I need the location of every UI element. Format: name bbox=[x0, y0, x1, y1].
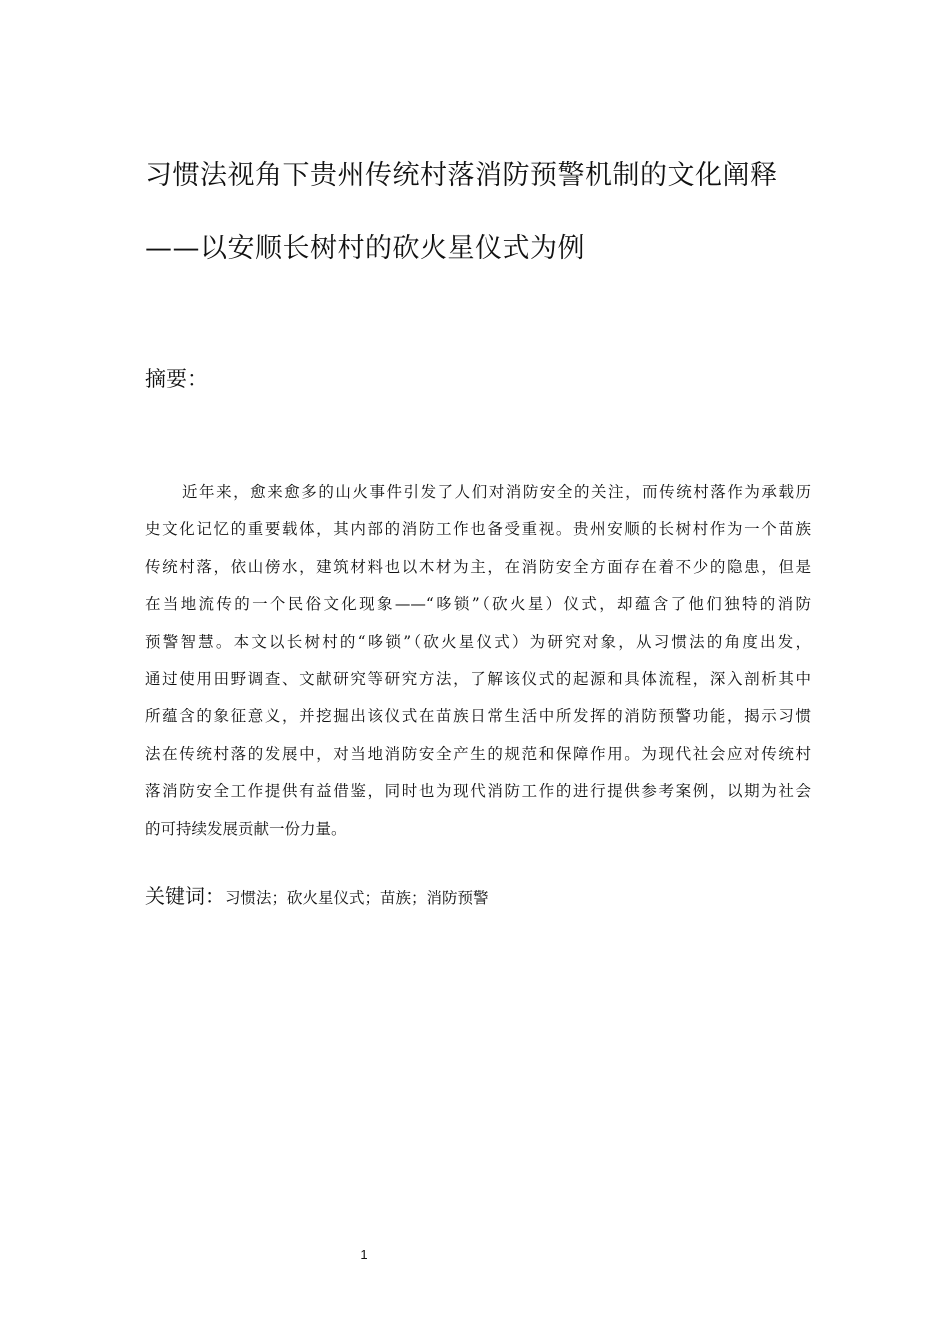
abstract-body bbox=[145, 474, 811, 848]
keywords-values: 习惯法；砍火星仪式；苗族；消防预警 bbox=[225, 889, 489, 907]
keywords bbox=[145, 881, 489, 914]
abstract-line: 的可持续发展贡献一份力量。 bbox=[145, 819, 347, 838]
abstract-line: 预警智慧。本文以长树村的“哆锁”（砍火星仪式）为研究对象，从习惯法的角度出发， bbox=[145, 632, 811, 651]
abstract-line: 传统村落，依山傍水，建筑材料也以木材为主，在消防安全方面存在着不少的隐患，但是 bbox=[145, 557, 811, 576]
abstract-line: 通过使用田野调查、文献研究等研究方法，了解该仪式的起源和具体流程，深入剖析其中 bbox=[145, 669, 811, 688]
page-number: 1 bbox=[360, 1247, 368, 1262]
abstract-line: 落消防安全工作提供有益借鉴，同时也为现代消防工作的进行提供参考案例，以期为社会 bbox=[145, 782, 811, 801]
abstract-line: 在当地流传的一个民俗文化现象——“哆锁”（砍火星）仪式，却蕴含了他们独特的消防 bbox=[145, 595, 811, 614]
abstract-line: 法在传统村落的发展中，对当地消防安全产生的规范和保障作用。为现代社会应对传统村 bbox=[145, 744, 811, 763]
abstract-line: 所蕴含的象征意义，并挖掘出该仪式在苗族日常生活中所发挥的消防预警功能，揭示习惯 bbox=[145, 707, 811, 726]
abstract-line: 近年来，愈来愈多的山火事件引发了人们对消防安全的关注，而传统村落作为承载历 bbox=[182, 483, 811, 501]
paper-title-line-1: 习惯法视角下贵州传统村落消防预警机制的文化阐释 bbox=[145, 160, 778, 191]
abstract-heading: 摘要： bbox=[145, 367, 208, 391]
keywords-label: 关键词： bbox=[145, 884, 225, 908]
abstract-line: 史文化记忆的重要载体，其内部的消防工作也备受重视。贵州安顺的长树村作为一个苗族 bbox=[145, 520, 811, 539]
paper-title-line-2: ——以安顺长树村的砍火星仪式为例 bbox=[145, 233, 585, 264]
